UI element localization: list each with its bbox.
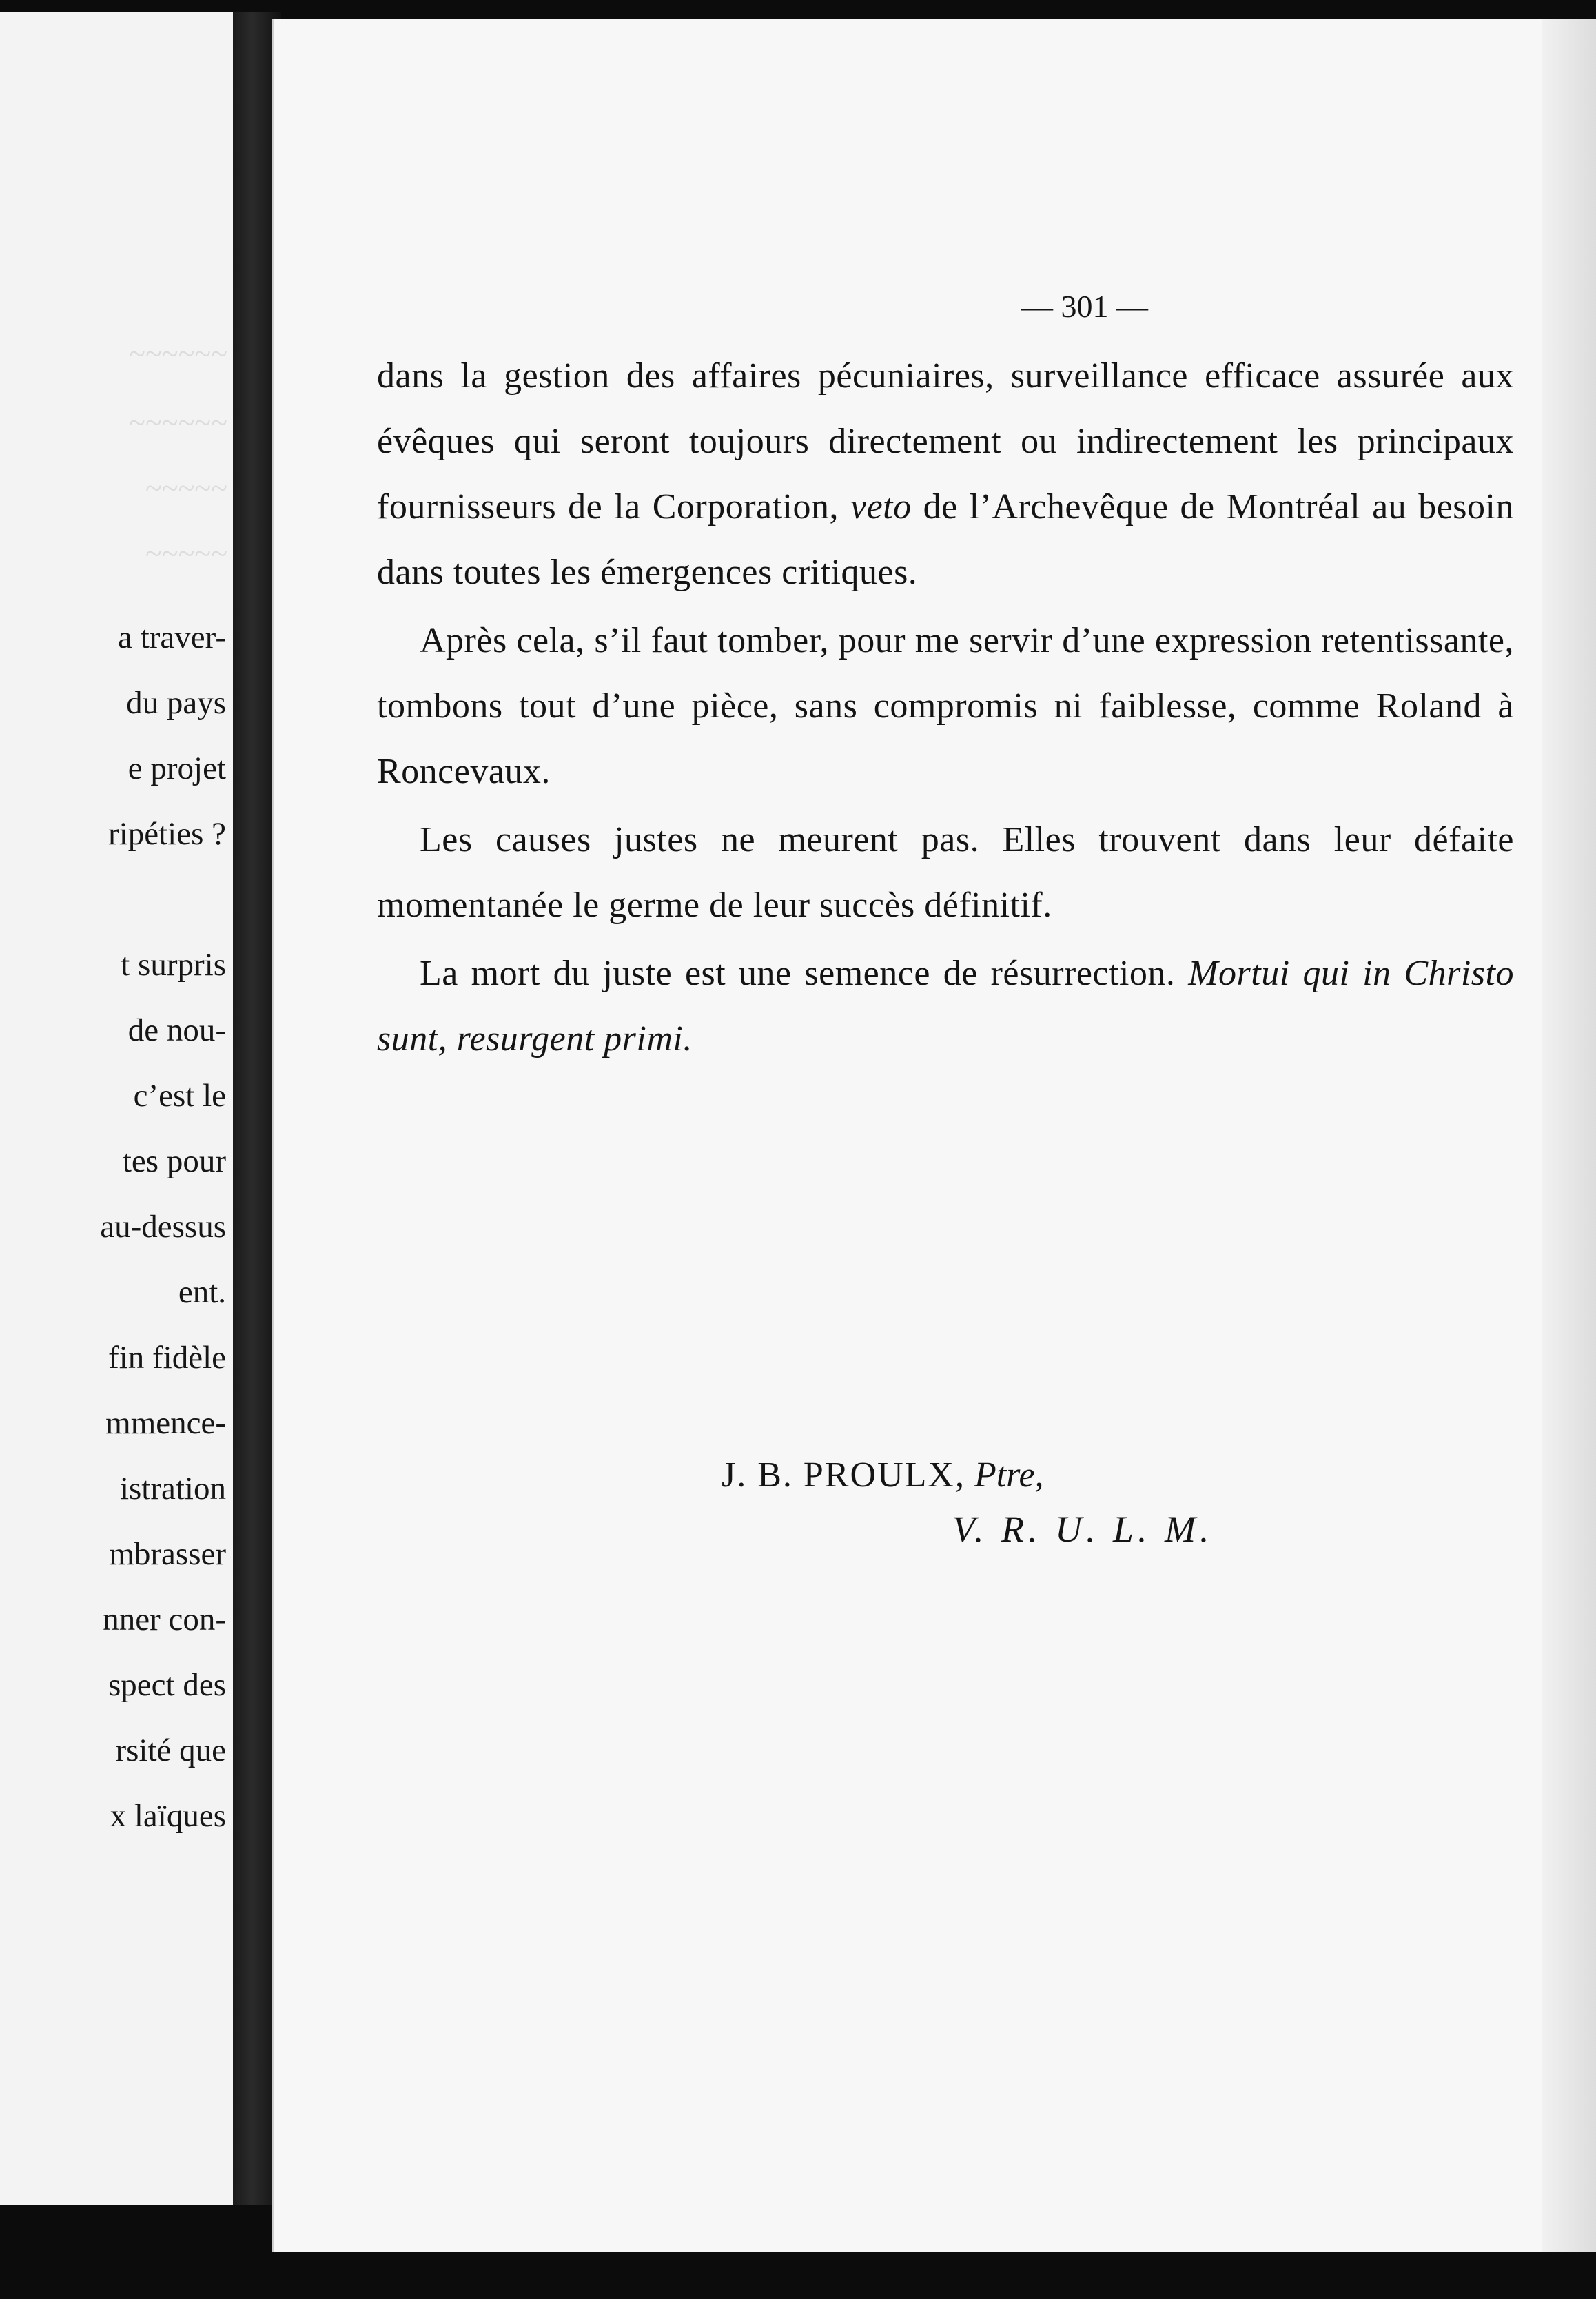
facing-page-line: mbrasser <box>109 1536 226 1572</box>
italic-text: veto <box>850 487 912 527</box>
paragraph <box>377 343 1514 605</box>
bleed-through-text: ~~~~~ <box>145 471 227 505</box>
page-edge <box>1542 19 1596 2252</box>
bleed-through-text: ~~~~~~ <box>129 337 227 371</box>
facing-page-line: ripéties ? <box>108 816 226 852</box>
facing-page-line: c’est le <box>133 1078 226 1114</box>
facing-page-line: ent. <box>178 1274 226 1310</box>
facing-page-line: nner con- <box>103 1602 226 1637</box>
paragraph <box>377 608 1514 804</box>
italic-text: Mortui qui in Christo sunt, resurgent primi. <box>377 954 1514 1059</box>
facing-page-line: fin fidèle <box>108 1340 226 1376</box>
text-segment: La mort du juste est une semence de résurrection. <box>420 954 1189 993</box>
facing-page-line: spect des <box>108 1667 226 1703</box>
signature-title: Ptre, <box>974 1455 1044 1495</box>
facing-page-line: t surpris <box>121 947 226 983</box>
signature-society: V. R. U. L. M. <box>952 1509 1214 1550</box>
bleed-through-text: ~~~~~ <box>145 537 227 571</box>
text-segment: dans la gestion des affaires pécuniaires, surveillance efficace assurée aux évêques qui seront toujours directement ou indirectement les principaux fournisseurs de la Corporation, <box>377 356 1514 527</box>
facing-page-line: mmence- <box>105 1405 226 1441</box>
facing-page-line: a traver- <box>118 620 226 655</box>
facing-page-line: e projet <box>127 750 226 786</box>
facing-page-line: de nou- <box>127 1012 226 1048</box>
paragraph <box>377 941 1514 1072</box>
signature-name: J. B. PROULX, <box>722 1455 965 1495</box>
facing-page-line: istration <box>119 1471 226 1506</box>
facing-page-line: x laïques <box>110 1798 226 1834</box>
facing-page-line: tes pour <box>122 1143 226 1179</box>
bleed-through-text: ~~~~~~ <box>129 406 227 440</box>
facing-page-line: rsité que <box>115 1733 226 1768</box>
page-number: — 301 — <box>1021 289 1148 324</box>
text-segment: Après cela, s’il faut tomber, pour me servir d’une expression retentissante, tombons tout d’une pièce, sans compromis ni faiblesse, comme Roland à Roncevaux. <box>377 621 1514 791</box>
paragraph <box>377 807 1514 938</box>
facing-page-line: du pays <box>126 685 226 721</box>
signature <box>722 1442 1044 1508</box>
text-segment: de l’Archevêque de Montréal au besoin dans toutes les émergences critiques. <box>377 487 1514 592</box>
text-segment: Les causes justes ne meurent pas. Elles trouvent dans leur défaite momentanée le germe de leur succès définitif. <box>377 820 1514 925</box>
body-text <box>377 343 1514 1072</box>
facing-page-line: au-dessus <box>100 1209 226 1245</box>
facing-page <box>0 12 233 2205</box>
page <box>272 19 1596 2252</box>
